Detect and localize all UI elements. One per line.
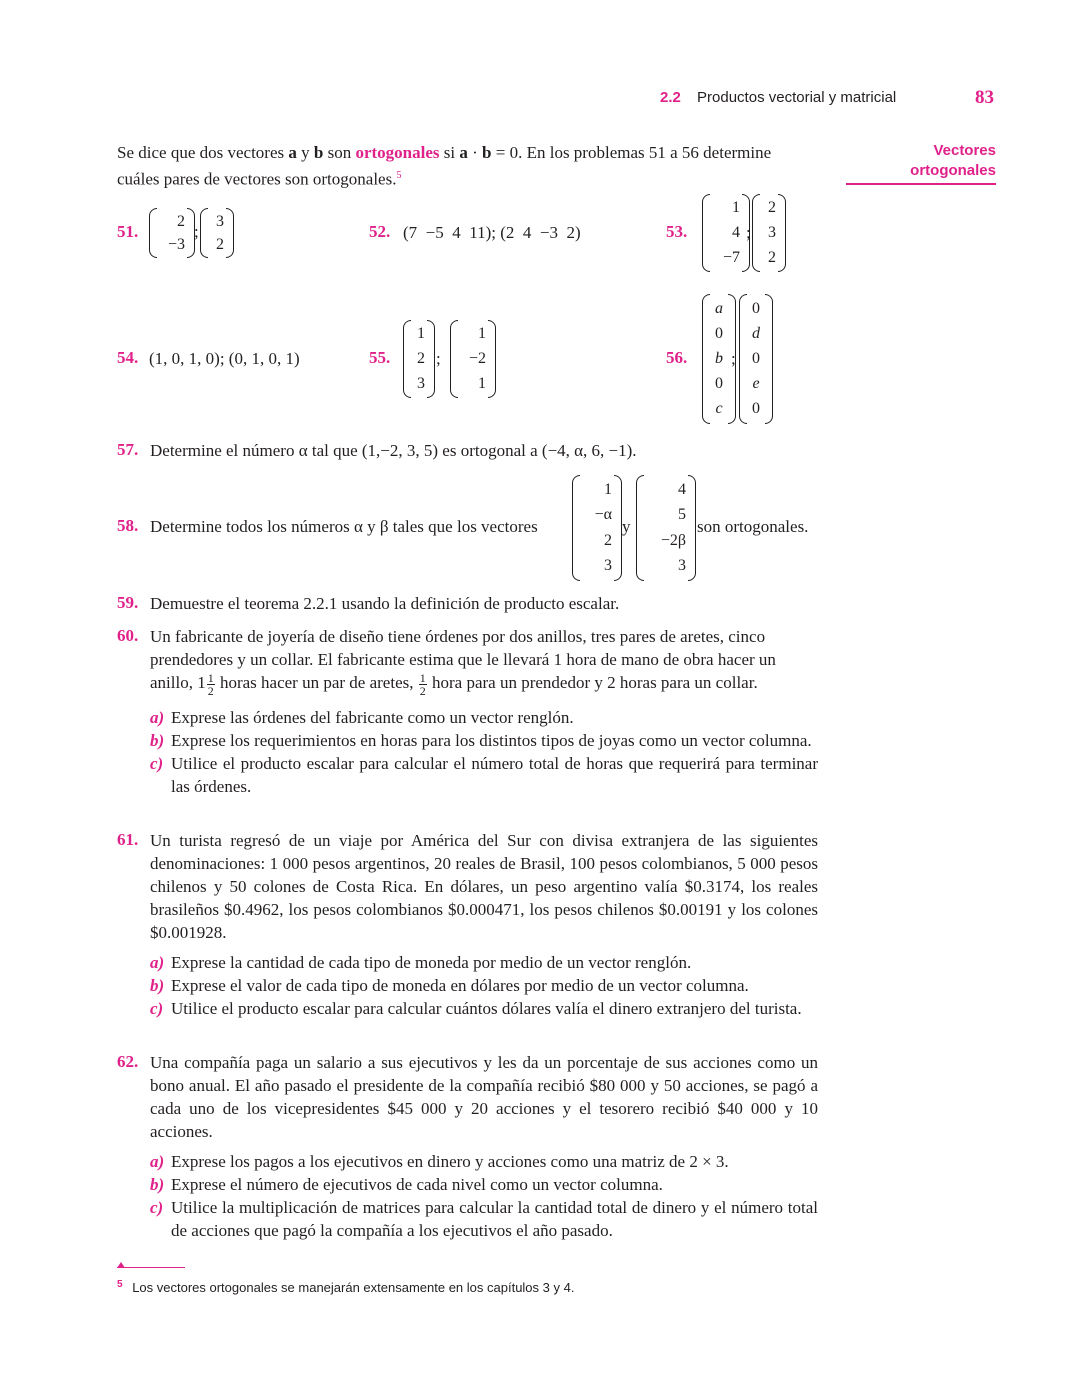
margin-note-line2: ortogonales [910, 162, 996, 179]
problem-60-text: Un fabricante de joyería de diseño tiene órdenes por dos anillos, tres pares de aretes, cinco prendedores y un collar. El fabricante estima que le llevará 1 hora de mano de obra hacer un anillo, 1 $\frac{1}{2}$ horas hacer un par de aretes, $\frac{1}{2}$ hora para un prendedor y 2 horas para un collar. [150, 627, 776, 698]
problem-57-text: Determine el número α tal que (1,−2, 3, 5) es ortogonal a (−4, α, 6, −1). [150, 441, 637, 460]
problem-56-number: 56. [666, 348, 688, 367]
margin-rule [846, 183, 996, 185]
problem-54-number: 54. [117, 348, 139, 367]
problem-61-number: 61. [117, 830, 139, 849]
problem-62-items [150, 1150, 818, 1242]
page-number: 83 [975, 87, 994, 108]
problem-62-number: 62. [117, 1052, 139, 1071]
problem-58-text: Determine todos los números α y β tales que los vectores [150, 517, 538, 536]
problem-52-text: (7 −5 4 11); (2 4 −3 2) [403, 223, 581, 242]
problem-51-number: 51. [117, 222, 139, 241]
list-item: b) Exprese el valor de cada tipo de moneda en dólares por medio de un vector columna. [150, 976, 749, 995]
list-item: a) Exprese la cantidad de cada tipo de moneda por medio de un vector renglón. [150, 953, 692, 972]
problem-59-number: 59. [117, 593, 139, 612]
vector-51-a: 2 −3 [149, 208, 195, 258]
problem-59-text: Demuestre el teorema 2.2.1 usando la definición de producto escalar. [150, 594, 620, 613]
list-item: c) Utilice la multiplicación de matrices para calcular la cantidad total de dinero y el número total de acciones que pagó la compañía a los ejecutivos el año pasado. [150, 1198, 818, 1240]
margin-note-line1: Vectores [933, 142, 996, 159]
problem-53-number: 53. [666, 222, 688, 241]
list-item: a) Exprese las órdenes del fabricante como un vector renglón. [150, 708, 574, 727]
vector-55-a: 1 2 3 [403, 320, 435, 398]
vector-53-b: 2 3 2 [752, 194, 786, 272]
section-number: 2.2 [660, 89, 681, 106]
problem-61-items [150, 951, 818, 1020]
list-item: b) Exprese el número de ejecutivos de cada nivel como un vector columna. [150, 1175, 663, 1194]
footnote-ref: 5 [396, 170, 402, 181]
footnote-rule [117, 1267, 185, 1268]
vector-56-a: a 0 b 0 c [702, 294, 736, 424]
list-item: c) Utilice el producto escalar para calcular cuántos dólares valía el dinero extranjero del turista. [150, 999, 802, 1018]
list-item: b) Exprese los requerimientos en horas para los distintos tipos de joyas como un vector columna. [150, 731, 812, 750]
problem-58-number: 58. [117, 516, 139, 535]
problem-61-text: Un turista regresó de un viaje por América del Sur con divisa extranjera de las siguientes denominaciones: 1 000 pesos argentinos, 20 reales de Brasil, 100 pesos colombianos, 5 000 pesos chilenos y 50 colones de Costa Rica. En dólares, un peso argentino valía $0.3174, los reales brasileños $0.4962, los pesos colombianos $0.000471, los pesos chilenos $0.00191 y los colones $0.001928. [150, 831, 818, 942]
vector-58-b: 4 5 −2β 3 [636, 475, 696, 581]
vector-56-b: 0 d 0 e 0 [739, 294, 773, 424]
vector-51-b: 3 2 [200, 208, 234, 258]
problem-60-items [150, 706, 818, 798]
problem-54-text: (1, 0, 1, 0); (0, 1, 0, 1) [149, 349, 300, 368]
problem-60-number: 60. [117, 626, 139, 645]
vector-55-b: 1 −2 1 [450, 320, 496, 398]
vector-58-a: 1 −α 2 3 [572, 475, 622, 581]
running-header [660, 89, 896, 106]
problem-55-number: 55. [369, 348, 391, 367]
list-item: c) Utilice el producto escalar para calcular el número total de horas que requerirá para terminar las órdenes. [150, 754, 818, 796]
list-item: a) Exprese los pagos a los ejecutivos en dinero y acciones como una matriz de 2 × 3. [150, 1152, 729, 1171]
problem-62-text: Una compañía paga un salario a sus ejecutivos y les da un porcentaje de sus acciones como un bono anual. El año pasado el presidente de la compañía recibió $80 000 y 50 acciones, se pagó a cada uno de los vicepresidentes $45 000 y 20 acciones y el tesorero recibió $40 000 y 10 acciones. [150, 1053, 818, 1141]
footnote: $^5$ Los vectores ortogonales se manejarán extensamente en los capítulos 3 y 4. [117, 1279, 575, 1296]
footnote-rule-mark [117, 1262, 125, 1268]
section-title: Productos vectorial y matricial [697, 89, 897, 106]
problem-57-number: 57. [117, 440, 139, 459]
margin-note [846, 141, 996, 181]
vector-53-a: 1 4 −7 [702, 194, 750, 272]
term-ortogonales: ortogonales [355, 143, 440, 162]
problem-52-number: 52. [369, 222, 391, 241]
intro-paragraph: Se dice que dos vectores a y b son ortogonales si a · b = 0. En los problemas 51 a 56 determine cuáles pares de vectores son ortogonales.$^5$ [117, 143, 772, 189]
